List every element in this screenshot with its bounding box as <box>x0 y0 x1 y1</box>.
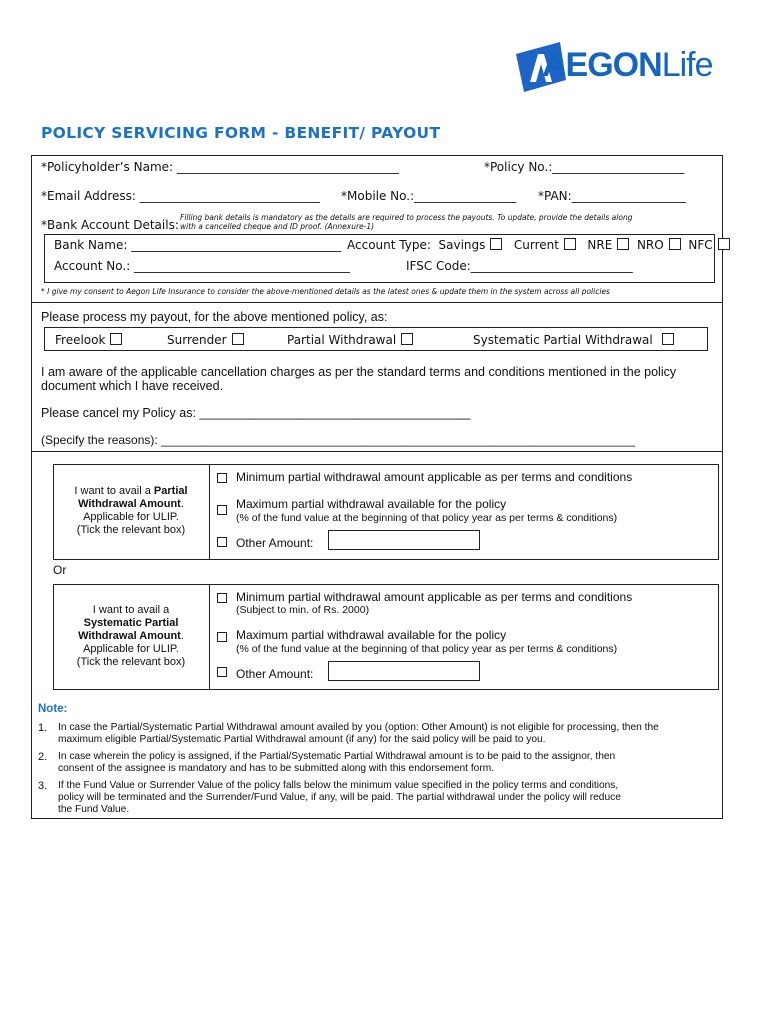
partial-withdrawal-option[interactable] <box>287 333 413 347</box>
freelook-option[interactable] <box>55 333 122 347</box>
systematic-other-amount-input[interactable] <box>328 661 480 681</box>
systematic-min-label: Minimum partial withdrawal amount applicable as per terms and conditions <box>236 590 633 604</box>
partial-max-checkbox[interactable] <box>217 505 227 515</box>
bank-details-note: Filling bank details is mandatory as the details are required to process the payouts. To update, provide the details along with a cancelled cheque and ID proof. (Annexure-1) <box>180 213 633 231</box>
pan-field[interactable]: *PAN:___________________ <box>538 189 686 203</box>
systematic-max-checkbox[interactable] <box>217 632 227 642</box>
freelook-label: Freelook <box>55 333 106 347</box>
systematic-max-label: Maximum partial withdrawal available for the policy <box>236 628 507 642</box>
form-frame: *Policyholder’s Name: _____________________________________ *Policy No.:______________________ *Email Address: ______________________________ *Mobile No.:_________________ *PAN:___________________ *Bank Account Details: Filling bank details is mandatory as the details are required to process the payouts. To update, provide the details along with a cancelled cheque and ID proof. (Annexure-1) Bank Name: ___________________________________ Account Type: Savings Current NRE NRO NFC Account No.: ____________________________________ IFSC Code:___________________________ * I give my consent to Aegon Life Insurance to consider the above-mentioned details as the latest ones & update them in the system across all policies Please process my payout, for the above mentioned policy, as: Freelook Surrender Partial Withdrawal Systematic Partial Withdrawal I am aware of the applicable cancellation charges as per the standard terms and conditions mentioned in the policy document which I have received. Please cancel my Policy as: _______________________________________ (Specify the reasons): _______________________________________________________________________ I want to avail a Partial Withdrawal Amount. Applicable for ULIP. (Tick the relevant box) Minimum partial withdrawal amount applicable as per terms and conditions Maximum partial withdrawal available for the policy (% of the fund value at the beginning of that policy year as per terms & conditions) Other Amount: Or I want to avail a Systematic Partial Withdrawal Amount. Applicable for ULIP. (Tick the relevant box) Minimum partial withdrawal amount applicable as per terms and conditions (Subject to min. of Rs. 2000) Maximum partial withdrawal available for the policy (% of the fund value at the beginning of that policy year as per terms & conditions) Other Amount: Note: 1. In case the Partial/Systematic Partial Withdrawal amount availed by you (option: Other Amount) is not eligible for processing, then the maximum eligible Partial/Systematic Partial Withdrawal amount (if any) for the said policy will be paid to you. 2. In case wherein the policy is assigned, if the Partial/Systematic Partial Withdrawal amount is to be paid to the assignor, then consent of the assignee is mandatory and has to be submitted along with this endorsement form. 3. If the Fund Value or Surrender Value of the policy falls below the minimum value specified in the policy terms and conditions, policy will be terminated and the Surrender/Fund Value, if any, will be paid. The partial withdrawal under the policy will reduce the Fund Value. <box>31 155 723 819</box>
cancellation-aware-text: I am aware of the applicable cancellation charges as per the standard terms and conditions mentioned in the policy document which I have received. <box>41 365 677 393</box>
partial-other-checkbox[interactable] <box>217 537 227 547</box>
account-type-current-label: Current <box>513 238 559 252</box>
account-type-group <box>347 238 730 252</box>
bank-details-label: *Bank Account Details: <box>41 218 179 232</box>
payout-options-box <box>44 327 708 351</box>
cancel-reasons-field[interactable]: (Specify the reasons): _______________________________________________________________________ <box>41 433 635 447</box>
account-type-label: Account Type: <box>347 238 431 252</box>
partial-min-checkbox[interactable] <box>217 473 227 483</box>
divider <box>31 451 722 452</box>
partial-min-label: Minimum partial withdrawal amount applicable as per terms and conditions <box>236 470 633 484</box>
partial-withdrawal-table <box>53 464 719 560</box>
divider <box>31 302 722 303</box>
partial-max-sub: (% of the fund value at the beginning of that policy year as per terms & conditions) <box>236 512 618 524</box>
systematic-partial-withdrawal-label: Systematic Partial Withdrawal <box>473 333 653 347</box>
freelook-checkbox[interactable] <box>110 333 122 345</box>
logo-wordmark: AEGONLife <box>542 46 713 84</box>
aegon-life-logo <box>516 38 731 94</box>
consent-note: * I give my consent to Aegon Life Insurance to consider the above-mentioned details as the latest ones & update them in the system across all policies <box>41 287 610 296</box>
surrender-label: Surrender <box>167 333 227 347</box>
bank-details-box <box>44 234 715 283</box>
email-field[interactable]: *Email Address: ______________________________ <box>41 189 320 203</box>
form-title: POLICY SERVICING FORM - BENEFIT/ PAYOUT <box>41 124 441 142</box>
partial-max-label: Maximum partial withdrawal available for the policy <box>236 497 507 511</box>
partial-withdrawal-checkbox[interactable] <box>401 333 413 345</box>
mobile-field[interactable]: *Mobile No.:_________________ <box>341 189 517 203</box>
ifsc-field[interactable]: IFSC Code:___________________________ <box>406 259 633 273</box>
payout-intro: Please process my payout, for the above mentioned policy, as: <box>41 310 388 324</box>
account-type-nfc-label: NFC <box>688 238 713 252</box>
account-type-nre-label: NRE <box>587 238 613 252</box>
partial-other-label: Other Amount: <box>236 536 314 550</box>
systematic-max-sub: (% of the fund value at the beginning of that policy year as per terms & conditions) <box>236 643 618 655</box>
account-number-field[interactable]: Account No.: ____________________________________ <box>54 259 351 273</box>
nro-checkbox[interactable] <box>669 238 681 250</box>
note-heading: Note: <box>38 703 68 715</box>
systematic-withdrawal-table <box>53 584 719 690</box>
or-label: Or <box>53 563 67 577</box>
cancel-policy-as-field[interactable]: Please cancel my Policy as: _______________________________________ <box>41 406 471 420</box>
partial-other-amount-input[interactable] <box>328 530 480 550</box>
surrender-option[interactable] <box>167 333 244 347</box>
systematic-partial-withdrawal-option[interactable] <box>473 333 674 347</box>
partial-withdrawal-description: I want to avail a Partial Withdrawal Amount. Applicable for ULIP. (Tick the relevant box) <box>74 485 188 536</box>
policy-number-field[interactable]: *Policy No.:______________________ <box>484 160 685 174</box>
partial-withdrawal-label: Partial Withdrawal <box>287 333 397 347</box>
systematic-min-sub: (Subject to min. of Rs. 2000) <box>236 604 370 616</box>
systematic-other-label: Other Amount: <box>236 667 314 681</box>
account-type-savings-label: Savings <box>438 238 486 252</box>
systematic-min-checkbox[interactable] <box>217 593 227 603</box>
bank-name-field[interactable]: Bank Name: ___________________________________ <box>54 238 342 252</box>
surrender-checkbox[interactable] <box>232 333 244 345</box>
account-type-nro-label: NRO <box>636 238 664 252</box>
nre-checkbox[interactable] <box>617 238 629 250</box>
column-divider <box>209 585 210 689</box>
column-divider <box>209 465 210 559</box>
systematic-withdrawal-description: I want to avail a Systematic Partial Withdrawal Amount. Applicable for ULIP. (Tick the relevant box) <box>76 604 186 668</box>
savings-checkbox[interactable] <box>490 238 502 250</box>
current-checkbox[interactable] <box>564 238 576 250</box>
policyholder-name-field[interactable]: *Policyholder’s Name: _____________________________________ <box>41 160 399 174</box>
systematic-partial-withdrawal-checkbox[interactable] <box>662 333 674 345</box>
nfc-checkbox[interactable] <box>718 238 730 250</box>
systematic-other-checkbox[interactable] <box>217 667 227 677</box>
